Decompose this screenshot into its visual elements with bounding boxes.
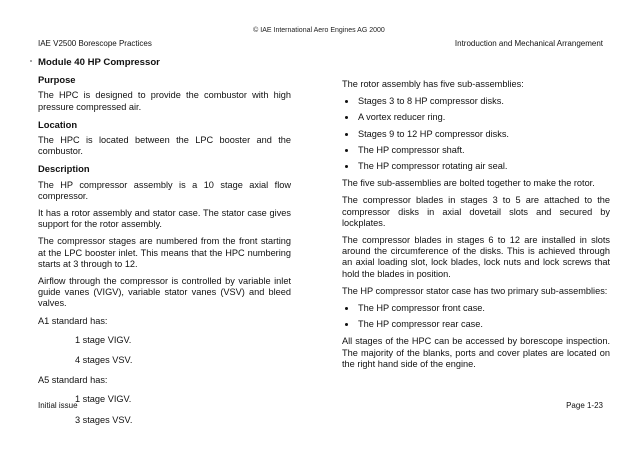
- stator-subassembly-list: [342, 303, 610, 330]
- blades-6-12-paragraph: The compressor blades in stages 6 to 12 are installed in slots around the circumference of the disks. This is achieved through an axial loading slot, lock blades, lock nuts and lock screws that hold the blades in position.: [342, 235, 610, 279]
- purpose-heading: Purpose: [38, 74, 76, 86]
- list-item: Stages 9 to 12 HP compressor disks.: [342, 129, 610, 140]
- list-item: A vortex reducer ring.: [342, 112, 610, 123]
- location-heading: Location: [38, 118, 78, 130]
- list-item: The HP compressor rear case.: [342, 319, 610, 330]
- a5-standard-label: A5 standard has:: [38, 375, 108, 386]
- header-section-title: Introduction and Mechanical Arrangement: [454, 39, 603, 48]
- footer-page-number: Page 1-23: [566, 401, 603, 410]
- a1-item: 1 stage VIGV.: [75, 334, 132, 345]
- bolted-paragraph: The five sub-assemblies are bolted together to make the rotor.: [342, 178, 595, 189]
- location-text: The HPC is located between the LPC booster and the combustor.: [38, 135, 291, 157]
- description-paragraph: It has a rotor assembly and stator case. The stator case gives support for the rotor assembly.: [38, 208, 291, 230]
- purpose-text: The HPC is designed to provide the combustor with high pressure compressed air.: [38, 90, 291, 112]
- module-title: Module 40 HP Compressor: [38, 57, 160, 68]
- description-paragraph: The compressor stages are numbered from the front starting at the LPC booster inlet. This means that the HPC numbering starts at 3 through to 12.: [38, 236, 291, 269]
- blades-3-5-paragraph: The compressor blades in stages 3 to 5 are attached to the compressor disks in axial dovetail slots and secured by lockplates.: [342, 195, 610, 228]
- list-item: The HP compressor front case.: [342, 303, 610, 314]
- description-paragraph: Airflow through the compressor is controlled by variable inlet guide vanes (VIGV), variable stator vanes (VSV) and bleed valves.: [38, 276, 291, 309]
- rotor-subassembly-list: [342, 96, 610, 172]
- list-item: The HP compressor shaft.: [342, 145, 610, 156]
- a5-item: 1 stage VIGV.: [75, 394, 132, 405]
- margin-mark: [30, 60, 32, 62]
- a1-standard-label: A1 standard has:: [38, 315, 108, 326]
- left-column: [38, 57, 291, 435]
- footer-issue: Initial issue: [38, 401, 78, 410]
- a5-item: 3 stages VSV.: [75, 414, 133, 425]
- header-document-title: IAE V2500 Borescope Practices: [38, 39, 152, 48]
- a1-item: 4 stages VSV.: [75, 355, 133, 366]
- rotor-intro: The rotor assembly has five sub-assemblies:: [342, 79, 524, 89]
- right-column: [342, 79, 610, 376]
- access-paragraph: All stages of the HPC can be accessed by borescope inspection. The majority of the blanks, ports and cover plates are located on the right hand side of the engine.: [342, 336, 610, 369]
- copyright-notice: © IAE International Aero Engines AG 2000: [253, 27, 385, 34]
- list-item: Stages 3 to 8 HP compressor disks.: [342, 96, 610, 107]
- description-paragraph: The HP compressor assembly is a 10 stage axial flow compressor.: [38, 179, 291, 201]
- stator-intro: The HP compressor stator case has two primary sub-assemblies:: [342, 285, 608, 296]
- list-item: The HP compressor rotating air seal.: [342, 161, 610, 172]
- description-heading: Description: [38, 163, 90, 175]
